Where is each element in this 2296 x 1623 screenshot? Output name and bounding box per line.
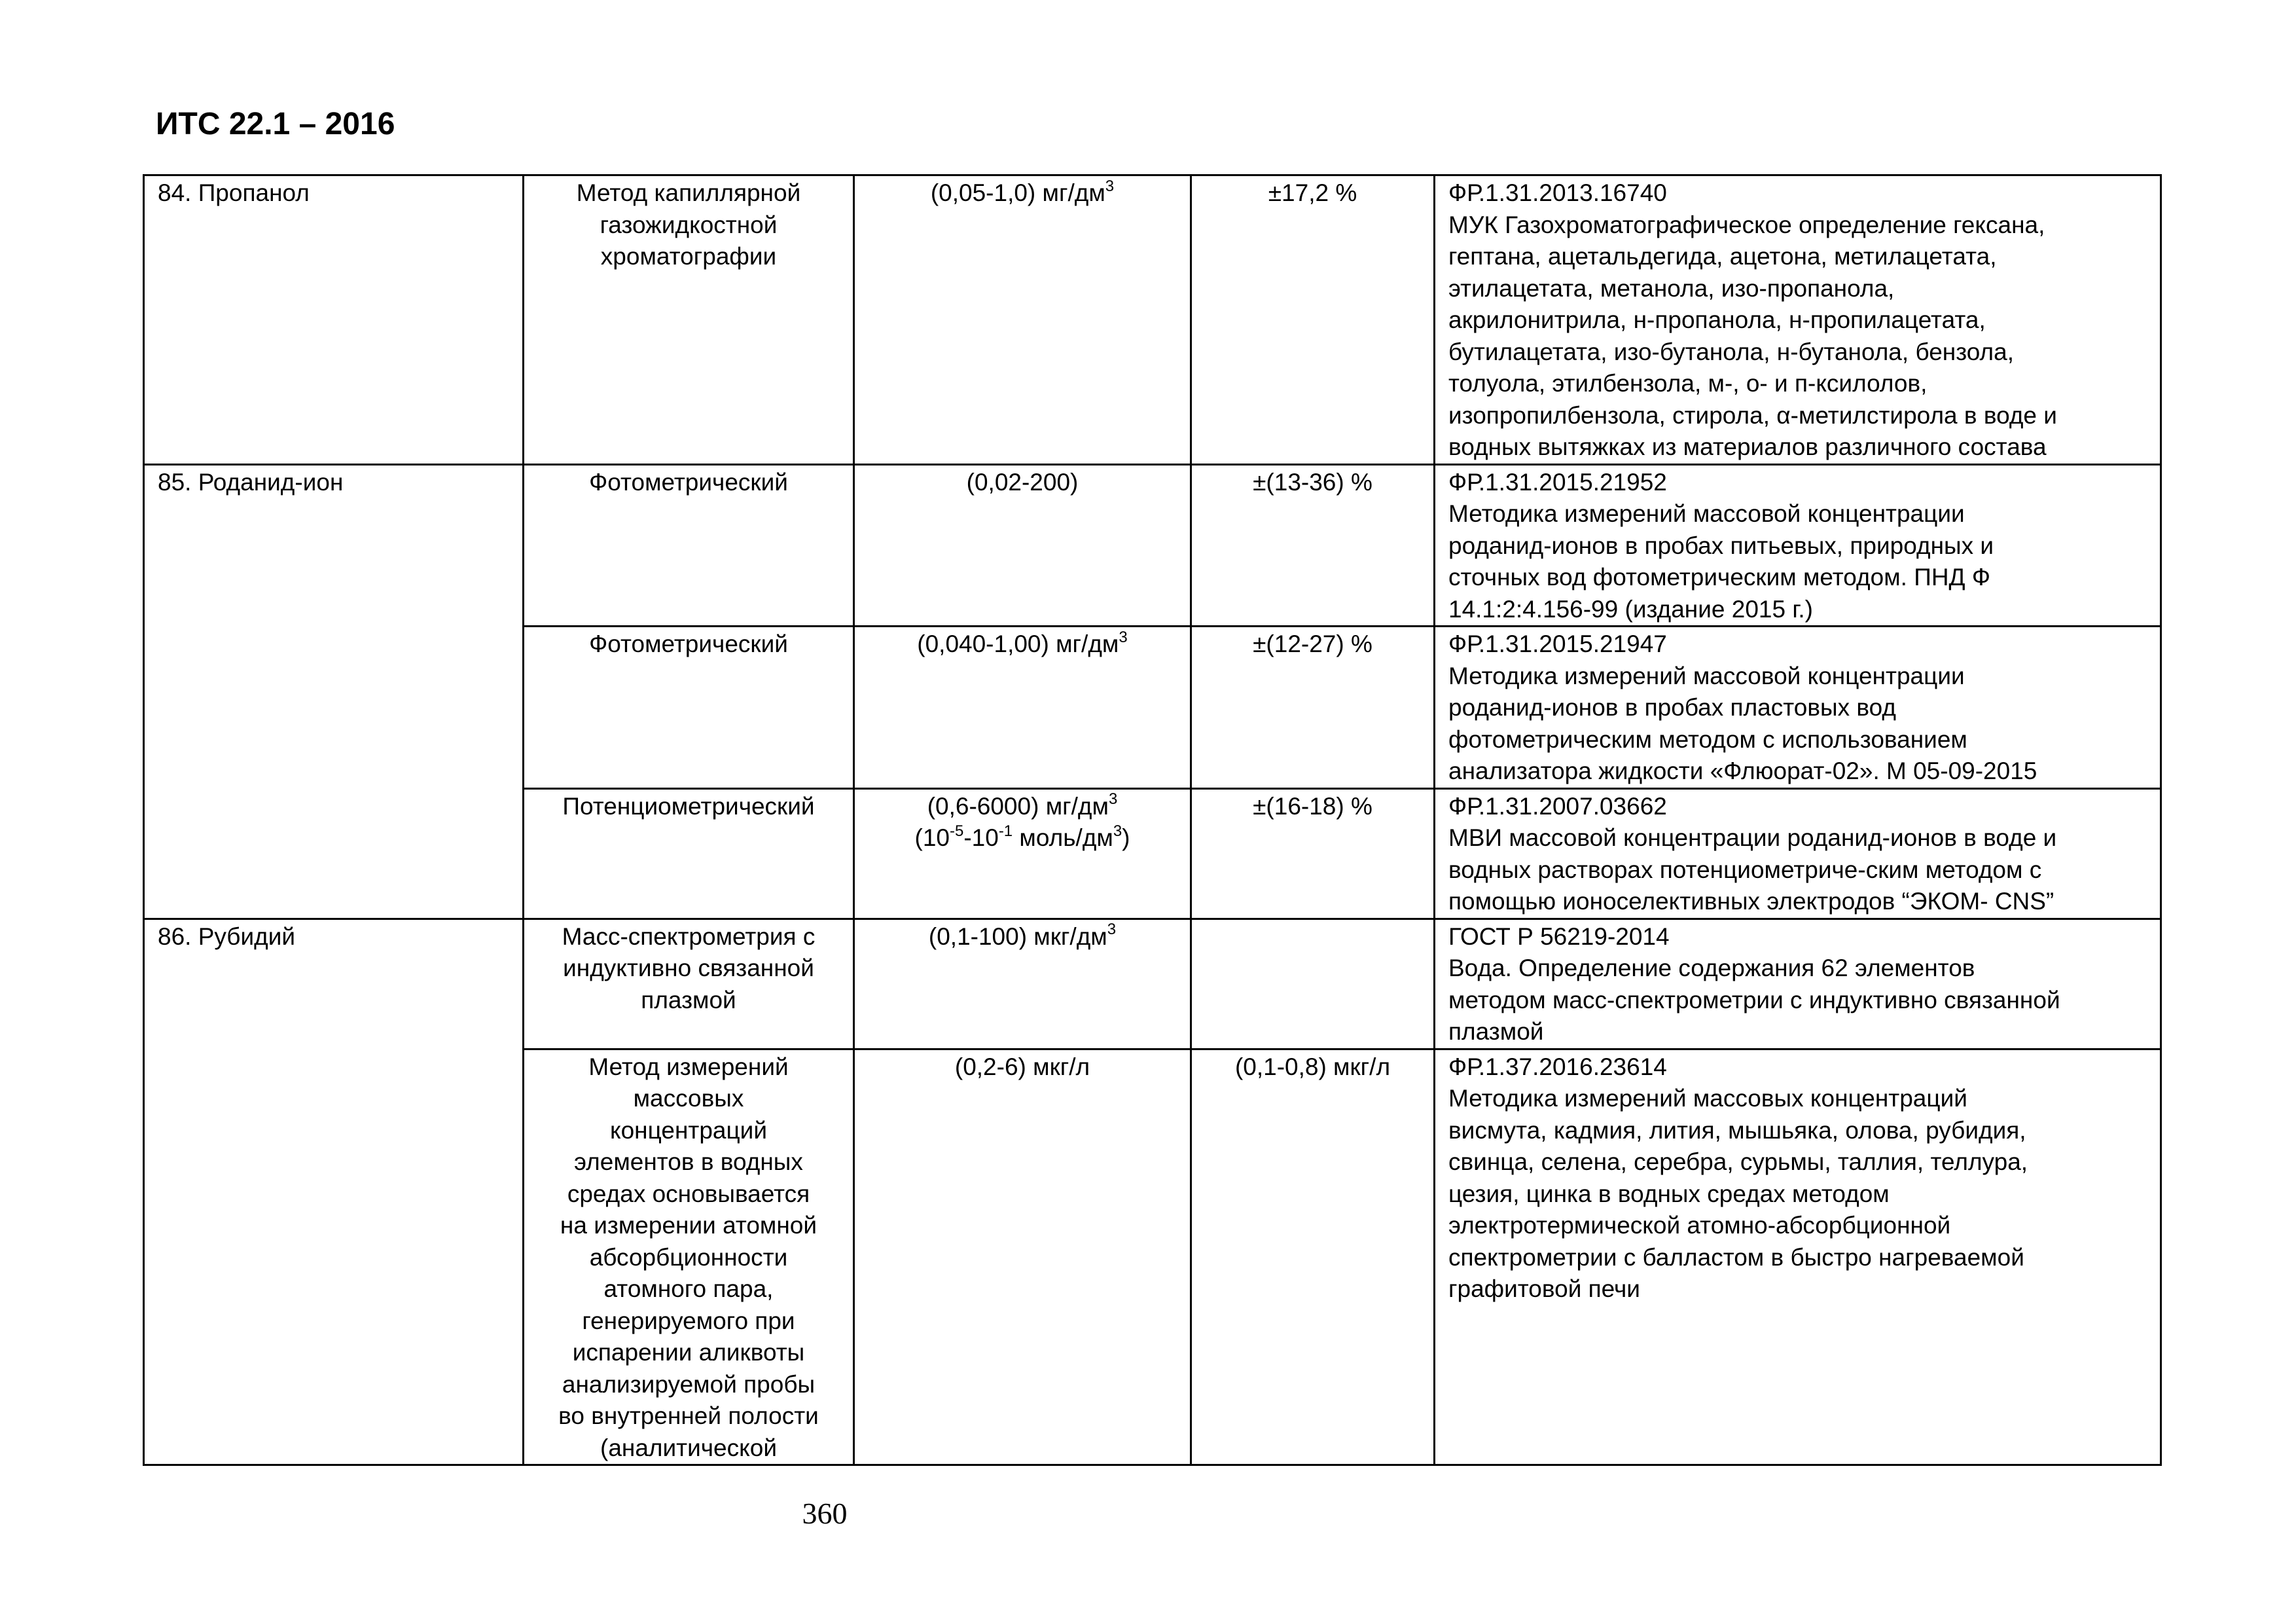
page-number: 360 [802, 1497, 848, 1530]
document-code: ГОСТ Р 56219-2014 [1448, 922, 1670, 950]
document-line: цезия, цинка в водных средах методом [1448, 1180, 1890, 1207]
range-value: (0,2-6) мкг/л [954, 1053, 1090, 1080]
document-line: фотометрическим методом с использованием [1448, 725, 1967, 753]
error-value: (0,1-0,8) мкг/л [1234, 1053, 1391, 1080]
document-line: свинца, селена, серебра, сурьмы, таллия, теллура, [1448, 1148, 2028, 1175]
document-cell [1435, 175, 2161, 465]
error-cell [1191, 919, 1435, 1049]
document-line: Методика измерений массовых концентраций [1448, 1085, 1967, 1112]
superscript: 3 [1113, 822, 1122, 840]
document-code: ФР.1.31.2007.03662 [1448, 792, 1667, 820]
substance-cell [144, 919, 524, 1465]
method-line: Потенциометрический [562, 792, 815, 820]
superscript: 3 [1107, 921, 1117, 939]
method-line: абсорбционности [589, 1243, 788, 1271]
document-cell [1435, 919, 2161, 1049]
range-cell [854, 627, 1191, 789]
range-molar-unit: моль/дм [1013, 824, 1113, 851]
range-molar-mid: -10 [963, 824, 999, 851]
substance-name: 86. Рубидий [158, 922, 296, 950]
range-value: (0,1-100) мкг/дм [928, 922, 1107, 950]
error-value: ±(13-36) % [1253, 468, 1372, 496]
method-line: анализируемой пробы [562, 1370, 816, 1398]
method-line: (аналитической [600, 1434, 777, 1461]
superscript: 3 [1105, 177, 1115, 195]
error-value: ±(16-18) % [1253, 792, 1372, 820]
error-cell [1191, 1049, 1435, 1465]
table-row [144, 919, 2161, 1049]
method-cell [524, 464, 854, 627]
document-line: МУК Газохроматографическое определение гексана, [1448, 211, 2045, 238]
document-line: спектрометрии с балластом в быстро нагреваемой [1448, 1243, 2024, 1271]
error-cell [1191, 464, 1435, 627]
method-line: генерируемого при [582, 1307, 795, 1334]
document-line: анализатора жидкости «Флюорат-02». М 05-09-2015 [1448, 757, 2037, 784]
document-header: ИТС 22.1 – 2016 [156, 107, 395, 141]
document-code: ФР.1.31.2015.21952 [1448, 468, 1667, 496]
document-line: изопропилбензола, стирола, α-метилстирола в воде и [1448, 401, 2057, 429]
method-cell [524, 627, 854, 789]
document-line: Методика измерений массовой концентрации [1448, 662, 1965, 689]
method-cell [524, 1049, 854, 1465]
document-line: гептана, ацетальдегида, ацетона, метилацетата, [1448, 243, 1997, 270]
substance-cell [144, 464, 524, 919]
document-line: висмута, кадмия, лития, мышьяка, олова, рубидия, [1448, 1116, 2026, 1144]
method-line: Метод капиллярной [576, 179, 801, 206]
document-cell [1435, 464, 2161, 627]
document-line: сточных вод фотометрическим методом. ПНД Ф [1448, 564, 1991, 591]
document-cell [1435, 788, 2161, 919]
document-line: водных вытяжках из материалов различного состава [1448, 433, 2047, 460]
method-line: Фотометрический [589, 468, 788, 496]
range-value: (0,6-6000) мг/дм [927, 792, 1109, 820]
range-value: (0,040-1,00) мг/дм [917, 630, 1119, 657]
method-line: индуктивно связанной [563, 955, 814, 981]
document-code: ФР.1.31.2013.16740 [1448, 179, 1667, 206]
method-cell [524, 919, 854, 1049]
range-cell [854, 175, 1191, 465]
document-line: акрилонитрила, н-пропанола, н-пропилацетата, [1448, 306, 1986, 333]
superscript: -5 [949, 822, 964, 840]
document-line: бутилацетата, изо-бутанола, н-бутанола, бензола, [1448, 338, 2014, 365]
document-line: роданид-ионов в пробах питьевых, природных и [1448, 532, 1994, 559]
method-line: элементов в водных [574, 1148, 803, 1175]
method-line: атомного пара, [603, 1275, 774, 1302]
method-line: средах основывается [567, 1180, 810, 1207]
method-line: испарении аликвоты [572, 1339, 805, 1366]
method-line: концентраций [609, 1116, 768, 1144]
method-line: газожидкостной [600, 211, 778, 238]
document-line: электротермической атомно-абсорбционной [1448, 1212, 1951, 1239]
error-cell [1191, 175, 1435, 465]
method-line: хроматографии [600, 243, 777, 270]
method-line: на измерении атомной [560, 1212, 817, 1239]
document-cell [1435, 627, 2161, 789]
document-line: помощью ионоселективных электродов “ЭКОМ- CNS” [1448, 888, 2054, 915]
method-line: Масс-спектрометрия с [562, 922, 816, 950]
method-line: во внутренней полости [558, 1402, 819, 1429]
document-line: роданид-ионов в пробах пластовых вод [1448, 694, 1896, 721]
substance-cell [144, 175, 524, 465]
method-line: массовых [633, 1085, 744, 1112]
error-cell [1191, 627, 1435, 789]
document-code: ФР.1.31.2015.21947 [1448, 630, 1667, 657]
method-line: Метод измерений [588, 1053, 789, 1080]
document-cell [1435, 1049, 2161, 1465]
document-line: графитовой печи [1448, 1275, 1640, 1302]
document-line: толуола, этилбензола, м-, о- и п-ксилолов, [1448, 370, 1928, 397]
method-cell [524, 175, 854, 465]
document-line: плазмой [1448, 1018, 1544, 1045]
range-molar-open: (10 [914, 824, 950, 851]
document-line: Вода. Определение содержания 62 элементов [1448, 955, 1975, 981]
error-cell [1191, 788, 1435, 919]
methods-table [143, 174, 2162, 1466]
document-line: Методика измерений массовой концентрации [1448, 500, 1965, 527]
error-value: ±(12-27) % [1253, 630, 1372, 657]
method-line: Фотометрический [589, 630, 788, 657]
document-line: 14.1:2:4.156-99 (издание 2015 г.) [1448, 595, 1813, 623]
range-cell [854, 1049, 1191, 1465]
superscript: 3 [1108, 790, 1118, 809]
range-cell [854, 919, 1191, 1049]
document-line: МВИ массовой концентрации роданид-ионов в воде и [1448, 824, 2057, 851]
range-molar-close: ) [1122, 824, 1130, 851]
error-value: ±17,2 % [1268, 179, 1357, 206]
document-code: ФР.1.37.2016.23614 [1448, 1053, 1667, 1080]
range-cell [854, 464, 1191, 627]
table-row [144, 464, 2161, 627]
document-line: этилацетата, метанола, изо-пропанола, [1448, 274, 1895, 302]
range-cell [854, 788, 1191, 919]
table-row [144, 175, 2161, 465]
document-line: водных растворах потенциометриче-ским методом с [1448, 856, 2042, 883]
superscript: -1 [998, 822, 1013, 840]
superscript: 3 [1119, 628, 1128, 646]
method-line: плазмой [641, 986, 736, 1013]
substance-name: 84. Пропанол [158, 179, 310, 206]
document-line: методом масс-спектрометрии с индуктивно связанной [1448, 986, 2060, 1013]
substance-name: 85. Роданид-ион [158, 468, 344, 496]
range-value: (0,02-200) [966, 468, 1079, 496]
method-cell [524, 788, 854, 919]
range-value: (0,05-1,0) мг/дм [930, 179, 1105, 206]
